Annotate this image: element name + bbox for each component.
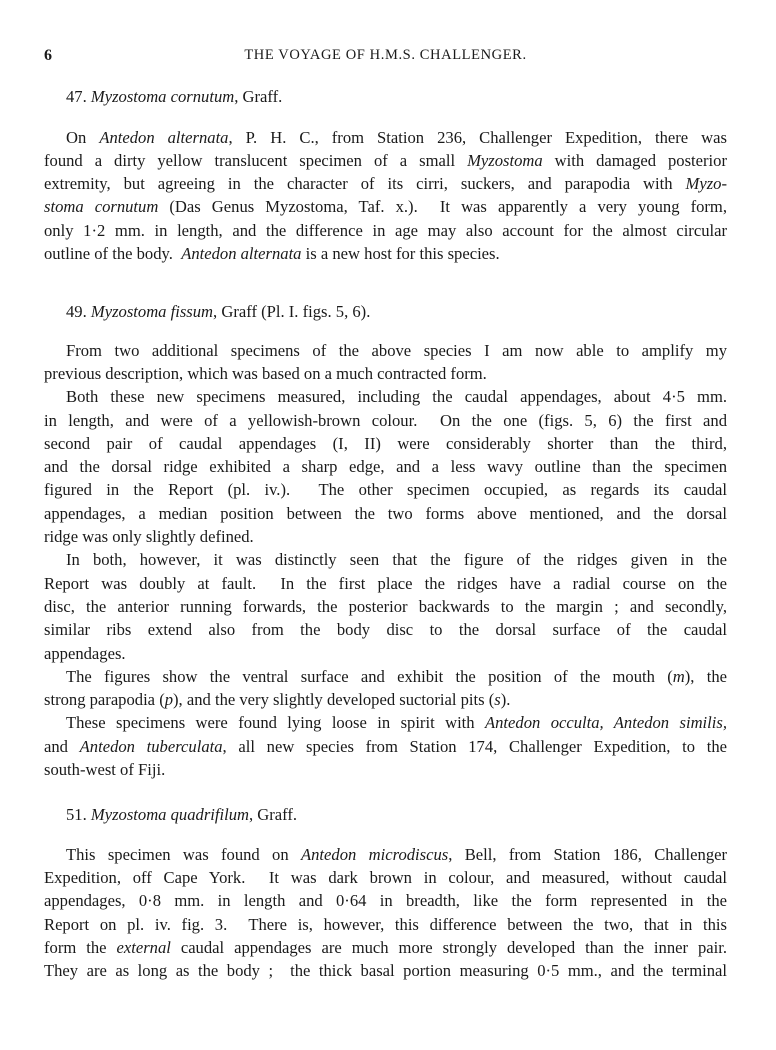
text-run: appendages, a median position between the two forms above mentioned, and the dorsal xyxy=(44,503,727,523)
italic-text: p xyxy=(164,690,174,710)
text-run: extremity, but agreeing in the character of its cirri, suckers, and parapodia with xyxy=(44,174,686,194)
text-line xyxy=(44,525,727,548)
italic-text: Antedon occulta, Antedon similis, xyxy=(485,713,727,733)
italic-text: Antedon alternata xyxy=(181,244,302,264)
text-line xyxy=(44,843,727,866)
text-line xyxy=(44,219,727,242)
italic-text: Myzostoma xyxy=(467,150,543,170)
italic-text: external xyxy=(116,937,171,957)
text-run: They are as long as the body ; the thick basal portion measuring 0·5 mm., and the terminal xyxy=(44,961,727,981)
text-run: strong parapodia ( xyxy=(44,690,165,710)
text-run: disc, the anterior running forwards, the posterior backwards to the margin ; and secondly, xyxy=(44,596,727,616)
text-line xyxy=(44,339,727,362)
text-line xyxy=(44,455,727,478)
text-run: , Bell, from Station 186, Challenger xyxy=(448,844,728,864)
text-run: From two additional specimens of the above species I am now able to amplify my xyxy=(66,340,727,360)
text-run: ). xyxy=(500,690,511,710)
text-run: Report was doubly at fault. In the first place the ridges have a radial course on the xyxy=(44,573,727,593)
text-line xyxy=(44,502,727,525)
text-line xyxy=(44,432,727,455)
text-run: previous description, which was based on a much contracted form. xyxy=(44,363,487,383)
text-run: 47. xyxy=(66,87,91,107)
text-run: form the xyxy=(44,937,117,957)
paragraph xyxy=(44,126,727,266)
paragraph xyxy=(44,385,727,548)
text-run: 51. xyxy=(66,805,91,825)
text-line xyxy=(44,618,727,641)
text-run: 49. xyxy=(66,302,91,322)
italic-text: Myzostoma cornutum xyxy=(90,87,235,107)
text-run: in length, and were of a yellowish-brown colour. On the one (figs. 5, 6) the first and xyxy=(44,410,727,430)
text-line xyxy=(44,688,727,711)
text-line xyxy=(44,913,727,936)
text-line xyxy=(44,385,727,408)
text-line xyxy=(44,126,727,149)
text-run: ), the xyxy=(684,666,727,686)
text-line xyxy=(44,195,727,218)
text-run: figured in the Report (pl. iv.). The other specimen occupied, as regards its caudal xyxy=(44,480,727,500)
section-heading xyxy=(44,85,727,108)
text-line xyxy=(44,711,727,734)
text-line xyxy=(44,149,727,172)
body-text xyxy=(44,85,727,982)
text-run: This specimen was found on xyxy=(66,844,301,864)
text-run: outline of the body. xyxy=(44,244,182,264)
italic-text: Myzostoma fissum xyxy=(90,302,214,322)
text-run: appendages. xyxy=(44,643,126,663)
document-page xyxy=(44,44,727,982)
italic-text: Myzo- xyxy=(685,174,727,194)
text-run: ridge was only slightly defined. xyxy=(44,527,254,547)
text-run: On xyxy=(66,127,100,147)
text-run: and xyxy=(44,736,80,756)
text-run: , all new species from Station 174, Challenger Expedition, to the xyxy=(222,736,728,756)
text-run: , Graff (Pl. I. figs. 5, 6). xyxy=(213,302,371,322)
text-run: caudal appendages are much more strongly developed than the inner pair. xyxy=(170,937,728,957)
text-run: found a dirty yellow translucent specimen of a small xyxy=(44,150,468,170)
text-run: similar ribs extend also from the body disc to the dorsal surface of the caudal xyxy=(44,620,727,640)
text-line xyxy=(44,548,727,571)
text-line xyxy=(44,172,727,195)
text-run: is a new host for this species. xyxy=(301,244,500,264)
paragraph xyxy=(44,339,727,386)
text-line xyxy=(44,362,727,385)
text-line xyxy=(44,478,727,501)
section-heading xyxy=(44,300,727,323)
running-header xyxy=(44,44,727,67)
text-line xyxy=(44,665,727,688)
text-line xyxy=(44,242,727,265)
text-run: In both, however, it was distinctly seen that the figure of the ridges given in the xyxy=(66,550,727,570)
text-run: , Graff. xyxy=(234,87,283,107)
text-run: only 1·2 mm. in length, and the difference in age may also account for the almost circular xyxy=(44,220,727,240)
paragraph xyxy=(44,843,727,983)
italic-text: Antedon tuberculata xyxy=(79,736,223,756)
text-run: south-west of Fiji. xyxy=(44,760,166,780)
text-line xyxy=(44,866,727,889)
italic-text: Antedon microdiscus xyxy=(301,844,449,864)
text-line xyxy=(44,409,727,432)
text-run: with damaged posterior xyxy=(542,150,727,170)
text-line xyxy=(44,595,727,618)
text-run: Expedition, off Cape York. It was dark brown in colour, and measured, without caudal xyxy=(44,867,727,887)
italic-text: s xyxy=(494,690,501,710)
section-heading xyxy=(44,803,727,826)
text-run: appendages, 0·8 mm. in length and 0·64 in breadth, like the form represented in the xyxy=(44,891,727,911)
text-run: and the dorsal ridge exhibited a sharp edge, and a less wavy outline than the specimen xyxy=(44,457,727,477)
paragraph xyxy=(44,665,727,712)
text-line xyxy=(44,758,727,781)
text-run: The figures show the ventral surface and exhibit the position of the mouth ( xyxy=(66,666,673,686)
text-run: Both these new specimens measured, including the caudal appendages, about 4·5 mm. xyxy=(66,387,727,407)
running-title: THE VOYAGE OF H.M.S. CHALLENGER. xyxy=(244,47,527,63)
paragraph xyxy=(44,711,727,781)
text-line xyxy=(44,735,727,758)
text-run: These specimens were found lying loose in spirit with xyxy=(66,713,485,733)
italic-text: Antedon alternata xyxy=(99,127,229,147)
text-run: ), and the very slightly developed suctorial pits ( xyxy=(173,690,495,710)
text-line xyxy=(44,642,727,665)
text-line xyxy=(44,889,727,912)
text-run: , P. H. C., from Station 236, Challenger Expedition, there was xyxy=(228,127,727,147)
text-line xyxy=(44,959,727,982)
text-run: (Das Genus Myzostoma, Taf. x.). It was apparently a very young form, xyxy=(158,197,727,217)
text-line xyxy=(44,572,727,595)
paragraph xyxy=(44,548,727,664)
italic-text: stoma cornutum xyxy=(44,197,159,217)
text-line xyxy=(44,936,727,959)
text-run: , Graff. xyxy=(249,805,298,825)
italic-text: m xyxy=(672,666,685,686)
text-run: Report on pl. iv. fig. 3. There is, however, this difference between the two, that in this xyxy=(44,914,727,934)
text-run: second pair of caudal appendages (I, II) were considerably shorter than the third, xyxy=(44,433,727,453)
page-number: 6 xyxy=(44,47,53,64)
italic-text: Myzostoma quadrifilum xyxy=(90,805,249,825)
